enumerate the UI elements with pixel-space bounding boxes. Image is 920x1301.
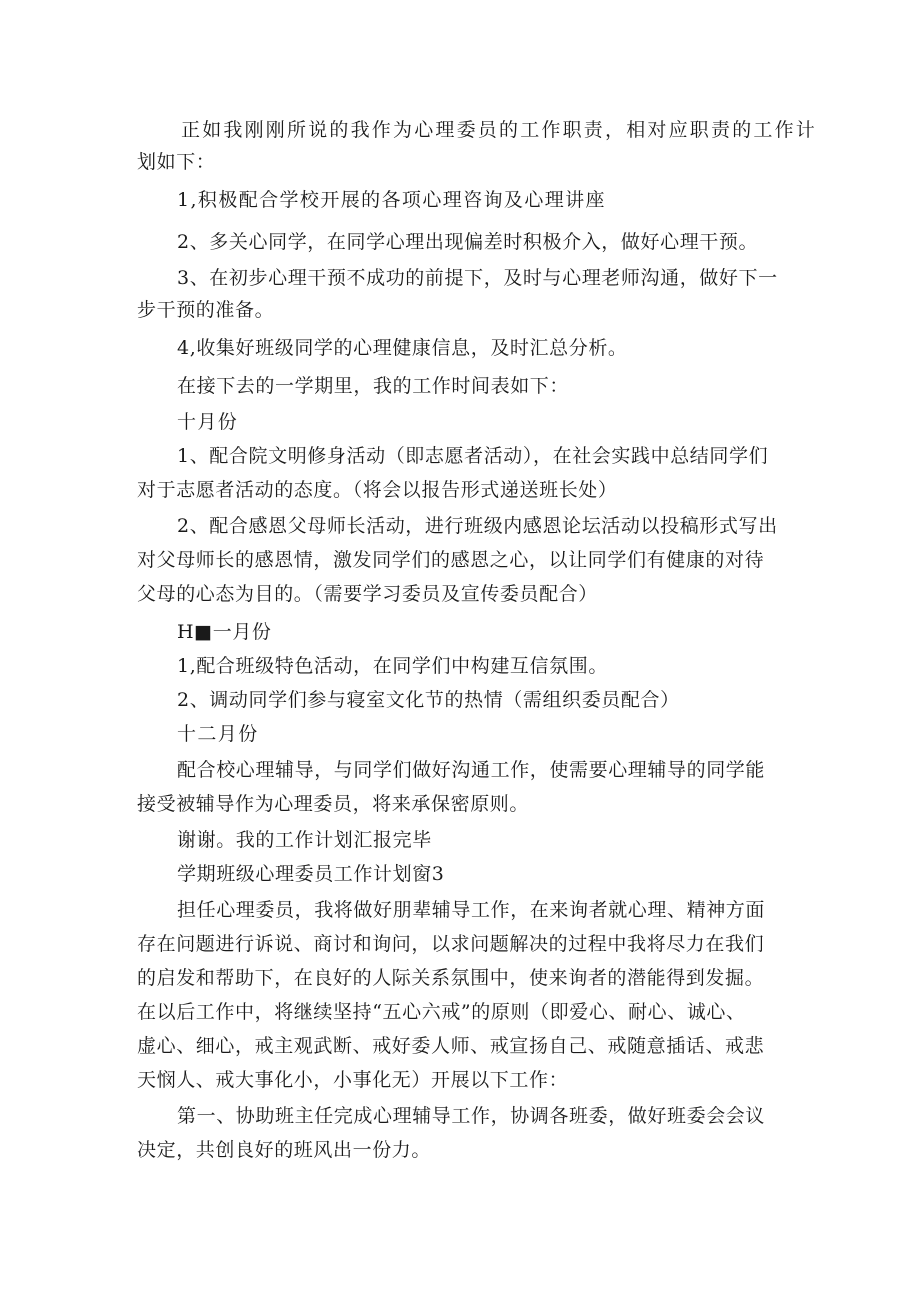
paragraph-line: 谢谢。我的工作计划汇报完毕: [177, 829, 432, 851]
paragraph-line: 的启发和帮助下，在良好的人际关系氛围中，使来询者的潜能得到发掘。: [137, 967, 765, 989]
list-item: 3、在初步心理干预不成功的前提下，及时与心理老师沟通，做好下一: [177, 267, 778, 289]
paragraph-line: 配合校心理辅导，与同学们做好沟通工作，使需要心理辅导的同学能: [177, 759, 766, 781]
paragraph-line: 天悯人、戒大事化小，小事化无）开展以下工作：: [137, 1069, 569, 1091]
section-heading: H■一月份: [177, 621, 272, 643]
section-heading: 十月份: [177, 411, 239, 433]
list-item: 2、多关心同学，在同学心理出现偏差时积极介入，做好心理干预。: [177, 231, 759, 253]
paragraph-line: 对父母师长的感恩情，激发同学们的感恩之心，以让同学们有健康的对待: [137, 549, 765, 571]
paragraph-line: 划如下：: [137, 151, 216, 173]
paragraph-line: 虚心、细心，戒主观武断、戒好委人师、戒宣扬自己、戒随意插话、戒悲: [137, 1035, 765, 1057]
paragraph-line: 接受被辅导作为心理委员，将来承保密原则。: [137, 793, 530, 815]
list-item: 4,收集好班级同学的心理健康信息，及时汇总分析。: [177, 337, 628, 359]
section-title: 学期班级心理委员工作计划窗3: [177, 863, 445, 885]
paragraph-line: 担任心理委员，我将做好朋辈辅导工作，在来询者就心理、精神方面: [177, 899, 766, 921]
paragraph-line: 在接下去的一学期里，我的工作时间表如下：: [177, 375, 570, 397]
paragraph-line: 对于志愿者活动的态度。（将会以报告形式递送班长处）: [137, 479, 618, 501]
paragraph-line: 决定，共创良好的班风出一份力。: [137, 1139, 432, 1161]
paragraph-line: 父母的心态为目的。（需要学习委员及宣传委员配合）: [137, 583, 598, 605]
paragraph-line: 存在问题进行诉说、商讨和询问，以求问题解决的过程中我将尽力在我们: [137, 933, 765, 955]
list-item: 2、调动同学们参与寝室文化节的热情（需组织委员配合）: [177, 689, 680, 711]
list-item: 1,配合班级特色活动，在同学们中构建互信氛围。: [177, 655, 608, 677]
paragraph-line: 第一、协助班主任完成心理辅导工作，协调各班委，做好班委会会议: [177, 1105, 766, 1127]
list-item: 1、配合院文明修身活动（即志愿者活动），在社会实践中总结同学们: [177, 445, 769, 467]
section-heading: 十二月份: [177, 723, 259, 745]
list-item: 1,积极配合学校开展的各项心理咨询及心理讲座: [177, 189, 606, 211]
paragraph-line: 步干预的准备。: [137, 299, 275, 321]
paragraph-line: 正如我刚刚所说的我作为心理委员的工作职责，相对应职责的工作计: [181, 119, 818, 141]
list-item: 2、配合感恩父母师长活动，进行班级内感恩论坛活动以投稿形式写出: [177, 515, 778, 537]
paragraph-line: 在以后工作中，将继续坚持“五心六戒”的原则（即爱心、耐心、诚心、: [137, 1001, 746, 1023]
